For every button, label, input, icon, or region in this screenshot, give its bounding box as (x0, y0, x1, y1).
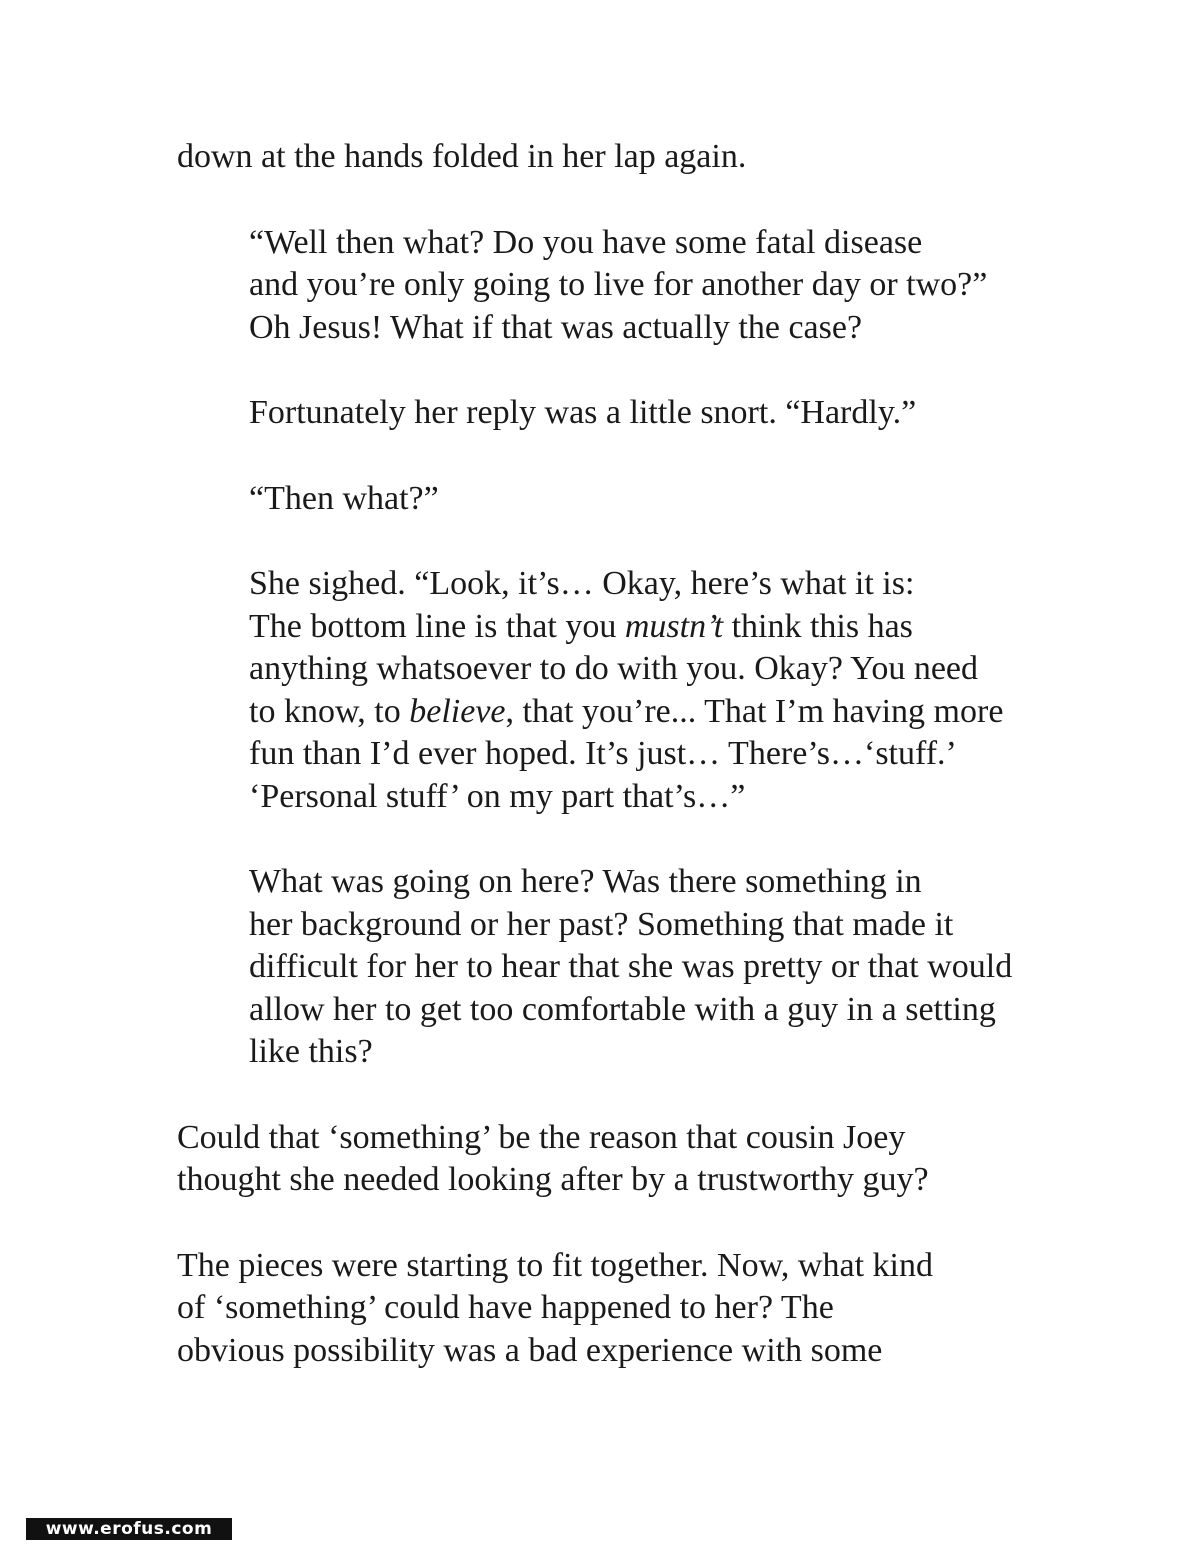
text-line (177, 392, 1027, 435)
paragraph (177, 222, 1027, 350)
paragraph (177, 563, 1027, 818)
text-run: obvious possibility was a bad experience with some (177, 1331, 883, 1369)
text-line (177, 733, 1027, 776)
text-run: thought she needed looking after by a trustworthy guy? (177, 1161, 929, 1198)
text-line (177, 904, 1027, 947)
text-run: and you’re only going to live for another day or two?” (249, 266, 988, 303)
body-text (177, 136, 1027, 1415)
paragraph (177, 861, 1027, 1074)
text-line (177, 946, 1027, 989)
text-line (177, 478, 1027, 521)
text-run: , that you’re... That I’m having more (505, 692, 1004, 730)
paragraph (177, 392, 1027, 435)
text-line (177, 1117, 1027, 1160)
text-run: of ‘something’ could have happened to her? The (177, 1289, 834, 1326)
paragraph (177, 478, 1027, 521)
site-watermark: www.erofus.com (26, 1518, 232, 1540)
text-line (177, 989, 1027, 1032)
text-run: down at the hands folded in her lap again. (177, 138, 747, 175)
text-run: Oh Jesus! What if that was actually the case? (249, 308, 863, 346)
text-line (177, 648, 1027, 691)
text-run: The bottom line is that you (249, 607, 625, 645)
text-run: Could that ‘something’ be the reason that cousin Joey (177, 1118, 906, 1156)
text-run: think this has (723, 607, 913, 645)
text-run: anything whatsoever to do with you. Okay? You need (249, 650, 979, 687)
text-line (177, 1330, 1027, 1373)
text-run: difficult for her to hear that she was pretty or that would (249, 948, 1013, 985)
text-line (177, 691, 1027, 734)
text-line (177, 1159, 1027, 1202)
text-line (177, 264, 1027, 307)
paragraph (177, 1117, 1027, 1202)
text-run: The pieces were starting to fit together. Now, what kind (177, 1246, 933, 1284)
paragraph (177, 1245, 1027, 1373)
text-run: ‘Personal stuff’ on my part that’s…” (249, 777, 746, 815)
text-run: fun than I’d ever hoped. It’s just… There’s…‘stuff.’ (249, 735, 957, 772)
text-line (177, 1287, 1027, 1330)
paragraph (177, 136, 1027, 179)
text-line (177, 606, 1027, 649)
text-line (177, 1245, 1027, 1288)
text-line (177, 563, 1027, 606)
text-run: “Then what?” (249, 479, 439, 517)
text-line (177, 861, 1027, 904)
text-run: She sighed. “Look, it’s… Okay, here’s what it is: (249, 565, 915, 602)
italic-text: mustn’t (624, 607, 724, 645)
text-run: her background or her past? Something that made it (249, 905, 954, 943)
text-line (177, 1031, 1027, 1074)
text-run: Fortunately her reply was a little snort. “Hardly.” (249, 394, 917, 431)
text-line (177, 136, 1027, 179)
italic-text: believe (409, 692, 506, 730)
text-line (177, 307, 1027, 350)
text-run: “Well then what? Do you have some fatal disease (249, 223, 923, 261)
text-run: What was going on here? Was there something in (249, 863, 922, 900)
text-run: like this? (249, 1033, 373, 1070)
text-run: allow her to get too comfortable with a guy in a setting (249, 990, 996, 1028)
text-run: to know, to (249, 692, 410, 730)
text-line (177, 222, 1027, 265)
text-line (177, 776, 1027, 819)
